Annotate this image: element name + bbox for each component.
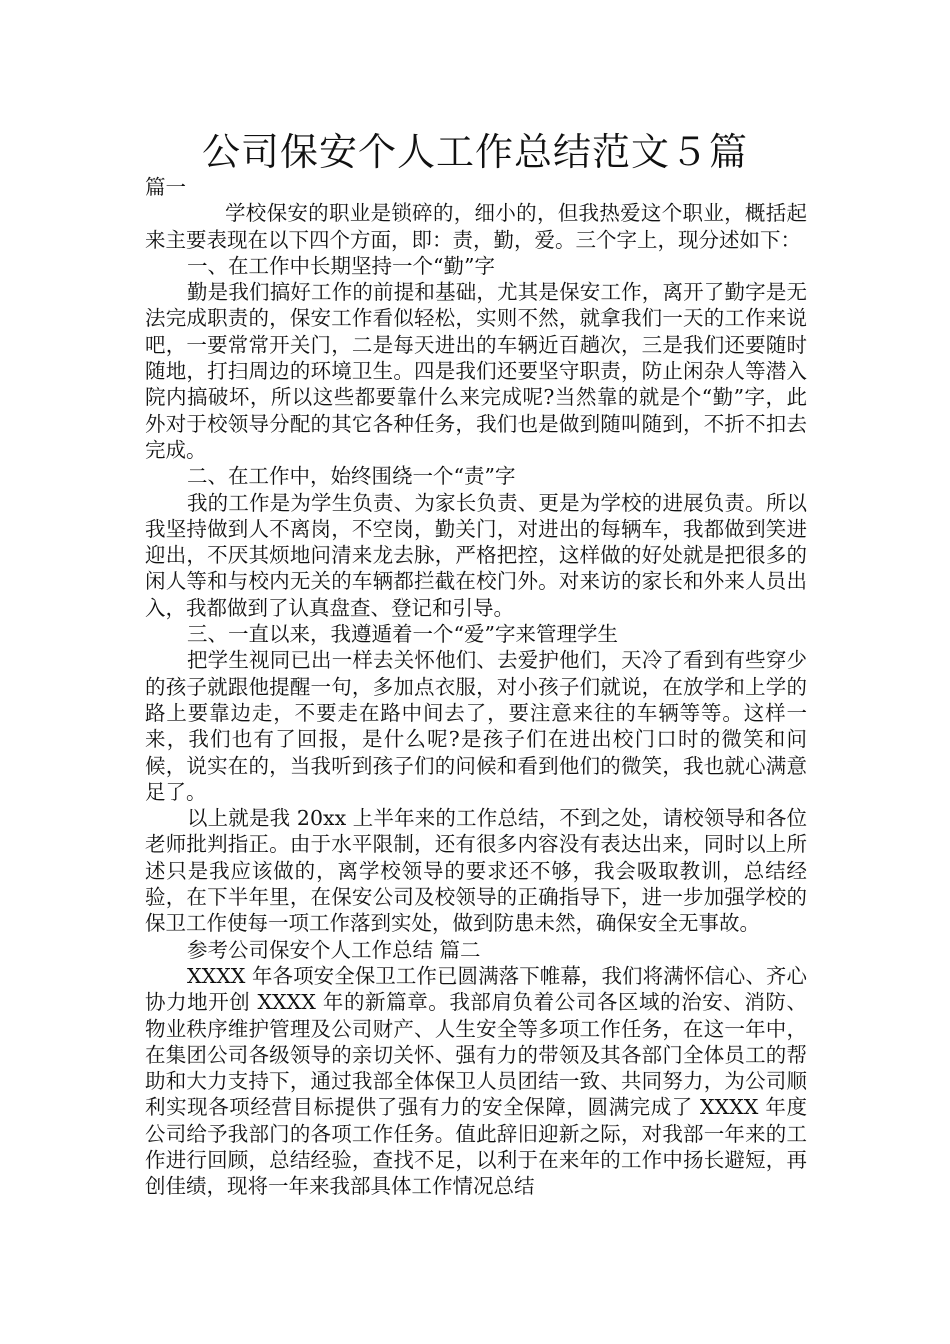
paragraph: 以上就是我 20xx 上半年来的工作总结，不到之处，请校领导和各位老师批判指正。由于水平限制，还有很多内容没有表达出来，同时以上所述只是我应该做的，离学校领导的要求还不够，我会吸取教训，总结经验，在下半年里，在保安公司及校领导的正确指导下，进一步加强学校的保卫工作使每一项工作落到实处，做到防患未然，确保安全无事故。 — [145, 806, 807, 936]
paragraph: 我的工作是为学生负责、为家长负责、更是为学校的进展负责。所以我坚持做到人不离岗，不空岗，勤关门，对进出的每辆车，我都做到笑进迎出，不厌其烦地问清来龙去脉，严格把控，这样做的好处就是把很多的闲人等和与校内无关的车辆都拦截在校门外。对来访的家长和外来人员出入，我都做到了认真盘查、登记和引导。 — [145, 490, 807, 620]
document-title: 公司保安个人工作总结范文５篇 — [201, 130, 748, 174]
paragraph: 把学生视同已出一样去关怀他们、去爱护他们，天冷了看到有些穿少的孩子就跟他提醒一句，多加点衣服，对小孩子们就说，在放学和上学的路上要靠边走，不要走在路中间去了，要注意来往的车辆等等。这样一来，我们也有了回报，是什么呢?是孩子们在进出校门口时的微笑和问候，说实在的，当我听到孩子们的问候和看到他们的微笑，我也就心满意足了。 — [145, 648, 807, 804]
section-heading: 一、在工作中长期坚持一个“勤”字 — [187, 253, 495, 278]
section-heading: 参考公司保安个人工作总结 篇二 — [187, 937, 481, 962]
section-heading: 二、在工作中，始终围绕一个“责”字 — [187, 464, 516, 489]
paragraph: XXXX 年各项安全保卫工作已圆满落下帷幕，我们将满怀信心、齐心协力地开创 XXXX 年的新篇章。我部肩负着公司各区域的治安、消防、物业秩序维护管理及公司财产、人生安全等多项工作任务，在这一年中，在集团公司各级领导的亲切关怀、强有力的带领及其各部门全体员工的帮助和大力支持下，通过我部全体保卫人员团结一致、共同努力，为公司顺利实现各项经营目标提供了强有力的安全保障，圆满完成了 XXXX 年度公司给予我部门的各项工作任务。值此辞旧迎新之际，对我部一年来的工作进行回顾，总结经验，查找不足，以利于在来年的工作中扬长避短，再创佳绩，现将一年来我部具体工作情况总结 — [145, 963, 807, 1199]
document-body — [145, 174, 807, 1200]
section-heading: 三、一直以来，我遵遁着一个“爱”字来管理学生 — [187, 622, 618, 647]
section-label: 篇一 — [145, 175, 186, 199]
paragraph: 勤是我们搞好工作的前提和基础，尤其是保安工作，离开了勤字是无法完成职责的，保安工作看似轻松，实则不然，就拿我们一天的工作来说吧，一要常常开关门，二是每天进出的车辆近百趟次，三是我们还要随时随地，打扫周边的环境卫生。四是我们还要坚守职责，防止闲杂人等潜入院内搞破坏，所以这些都要靠什么来完成呢?当然靠的就是个“勤”字，此外对于校领导分配的其它各种任务，我们也是做到随叫随到，不折不扣去完成。 — [145, 280, 807, 462]
paragraph: 学校保安的职业是锁碎的，细小的，但我热爱这个职业，概括起来主要表现在以下四个方面，即：责，勤，爱。三个字上，现分述如下： — [145, 201, 807, 252]
